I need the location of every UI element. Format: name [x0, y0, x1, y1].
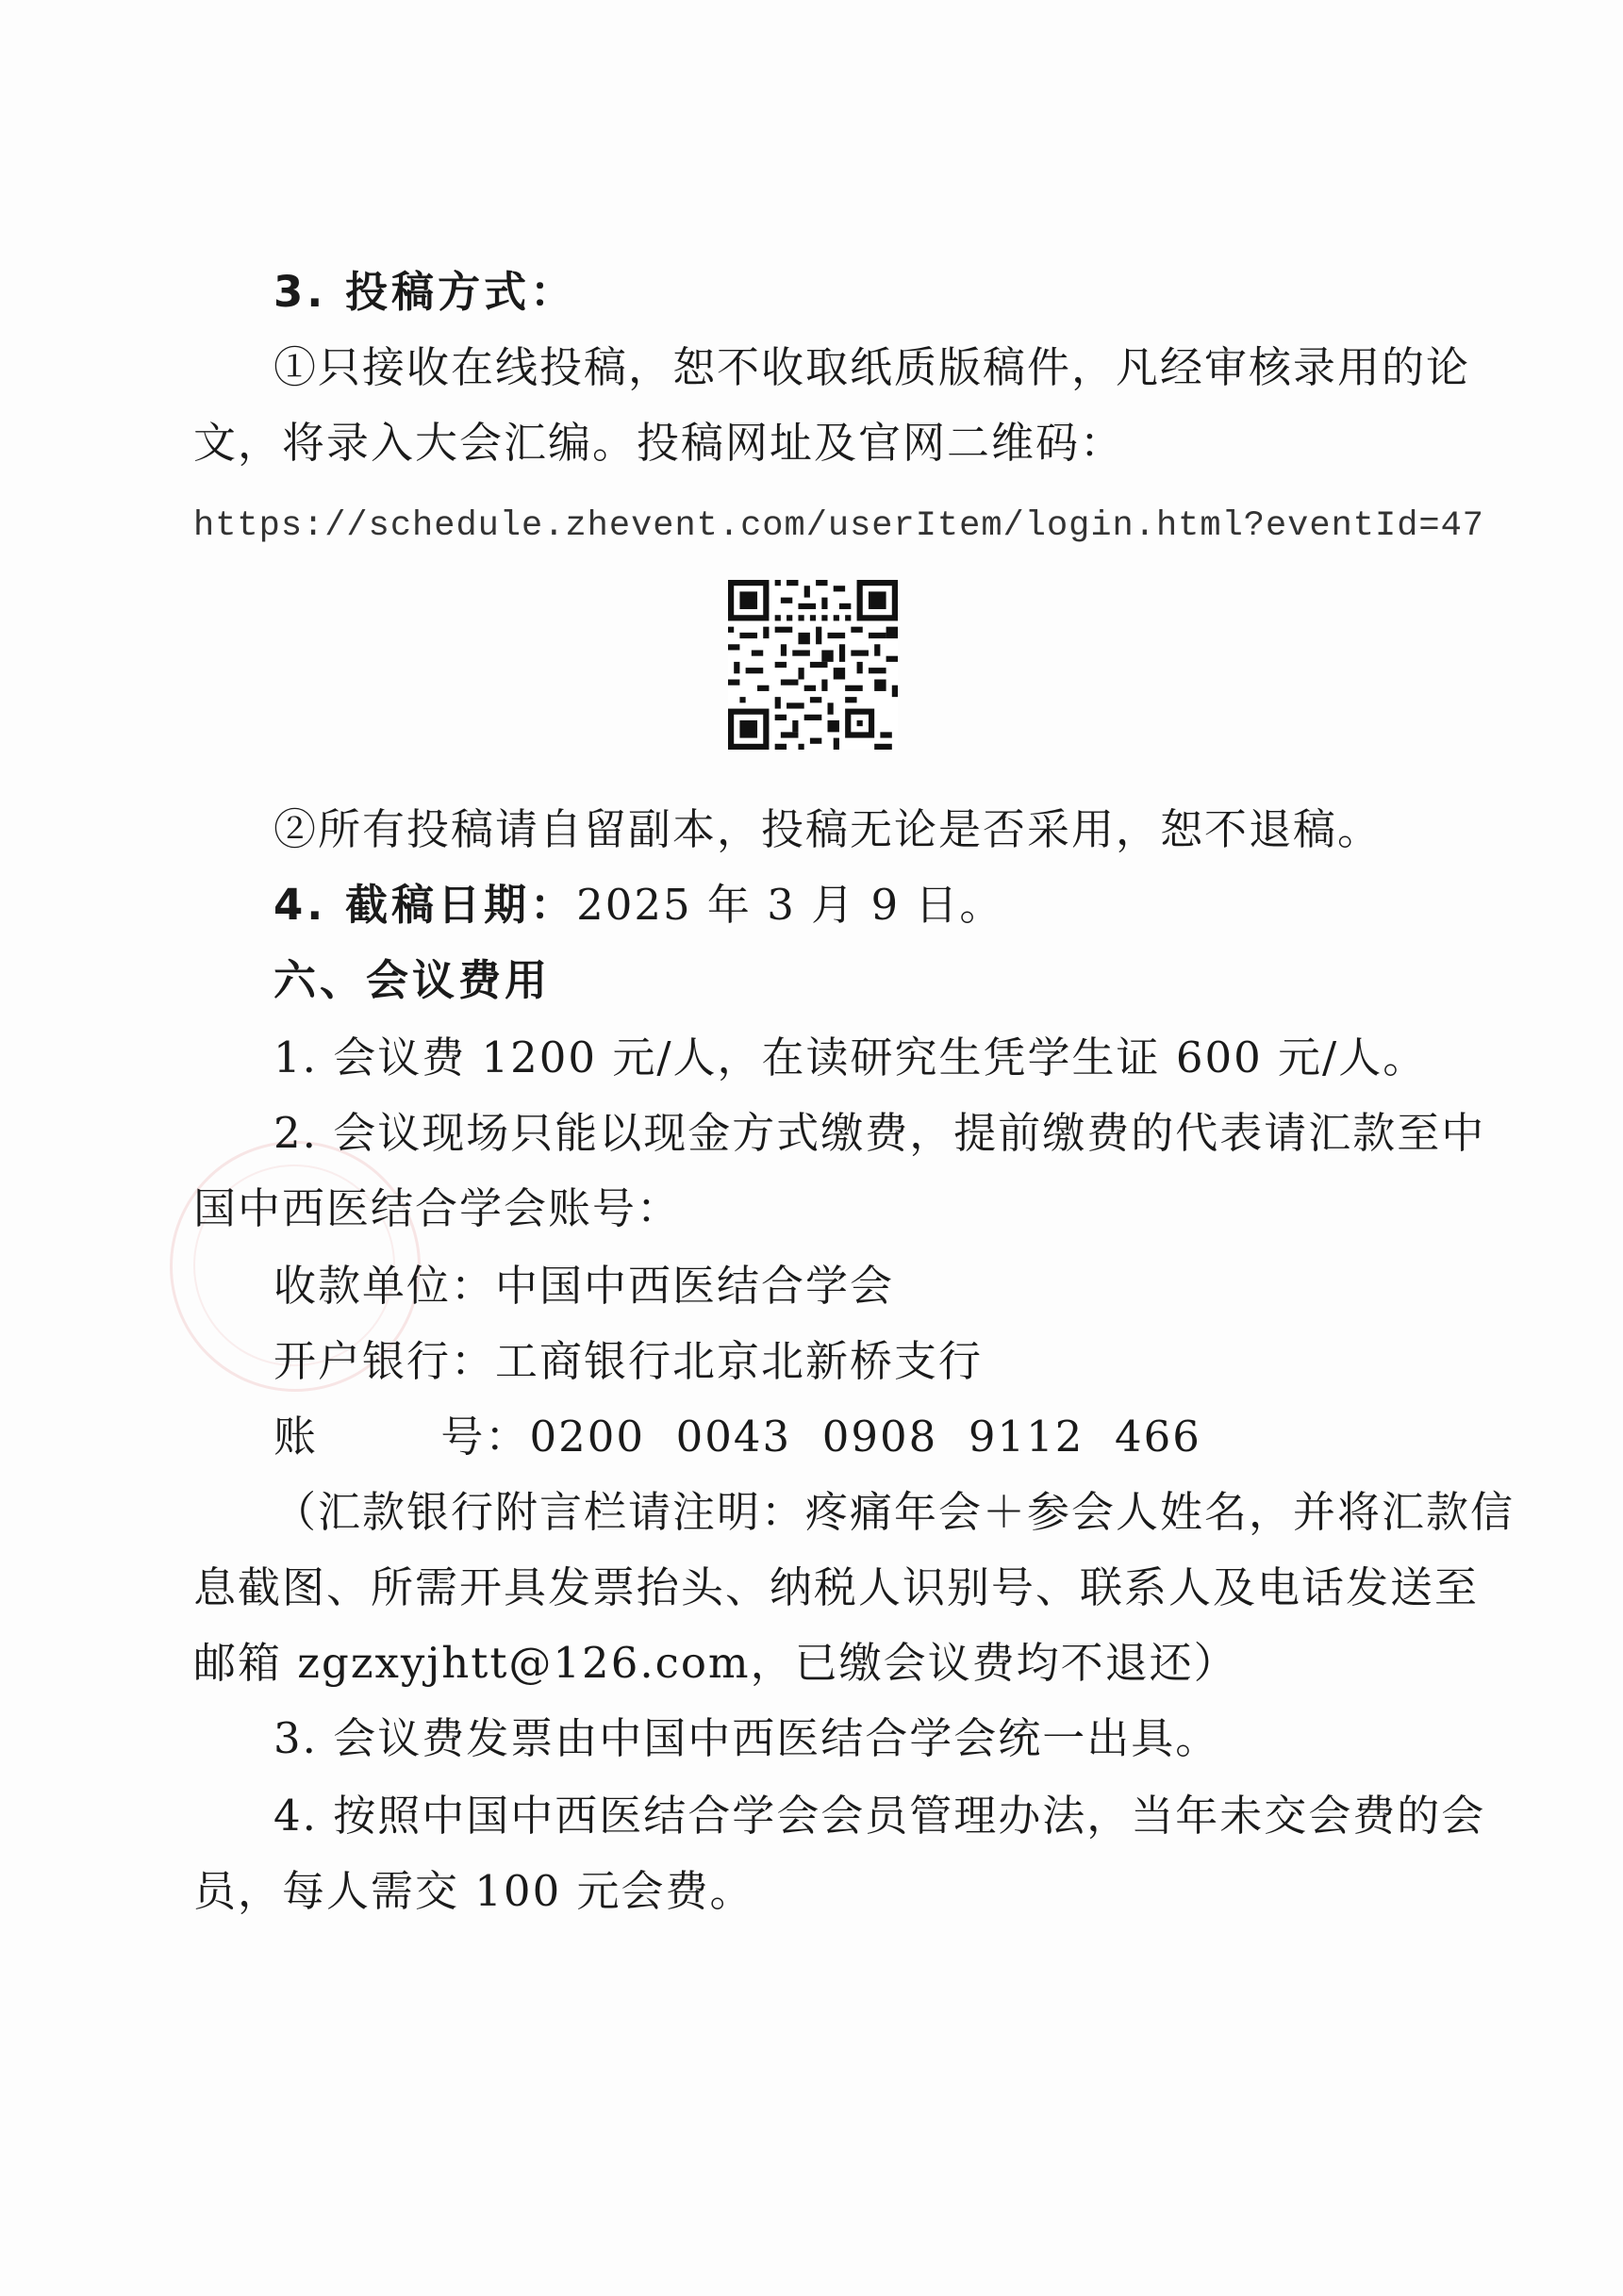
submission-item2: ②所有投稿请自留副本，投稿无论是否采用，恕不退稿。: [273, 804, 1383, 854]
submission-url-link[interactable]: https://schedule.zhevent.com/userItem/login.html?eventId=47: [193, 506, 1485, 546]
submission-item1-line2: 文，将录入大会汇编。投稿网址及官网二维码：: [193, 418, 1125, 468]
deadline-label: 4. 截稿日期：: [273, 880, 577, 930]
submission-item1-line1: ①只接收在线投稿，恕不收取纸质版稿件，凡经审核录用的论: [273, 342, 1471, 392]
deadline-value: 2025 年 3 月 9 日。: [576, 880, 1004, 930]
fee-item4-line2: 员，每人需交 100 元会费。: [193, 1866, 754, 1916]
account-number: 0200 0043 0908 9112 466: [529, 1412, 1201, 1462]
fee-item2-line2: 国中西医结合学会账号：: [193, 1183, 682, 1233]
account-label: 账 号：: [273, 1412, 530, 1462]
fees-heading: 六、会议费用: [273, 955, 552, 1005]
remit-note-line3: 邮箱 zgzxyjhtt@126.com，已缴会议费均不退还）: [193, 1638, 1238, 1688]
fee-item1: 1. 会议费 1200 元/人，在读研究生凭学生证 600 元/人。: [273, 1032, 1428, 1082]
submission-method-heading: 3. 投稿方式：: [273, 267, 577, 317]
fee-item2-line1: 2. 会议现场只能以现金方式缴费，提前缴费的代表请汇款至中: [273, 1108, 1486, 1158]
account-row: [273, 1409, 1201, 1465]
deadline-row: [273, 877, 1003, 933]
qr-code-icon[interactable]: [728, 580, 898, 750]
remit-note-line1: （汇款银行附言栏请注明：疼痛年会＋参会人姓名，并将汇款信: [273, 1487, 1515, 1537]
fee-item4-line1: 4. 按照中国中西医结合学会会员管理办法，当年未交会费的会: [273, 1791, 1486, 1841]
bank-line: 开户银行：工商银行北京北新桥支行: [273, 1336, 984, 1386]
remit-note-line2: 息截图、所需开具发票抬头、纳税人识别号、联系人及电话发送至: [193, 1562, 1480, 1612]
payee-line: 收款单位：中国中西医结合学会: [273, 1261, 895, 1311]
fee-item3: 3. 会议费发票由中国中西医结合学会统一出具。: [273, 1713, 1220, 1763]
